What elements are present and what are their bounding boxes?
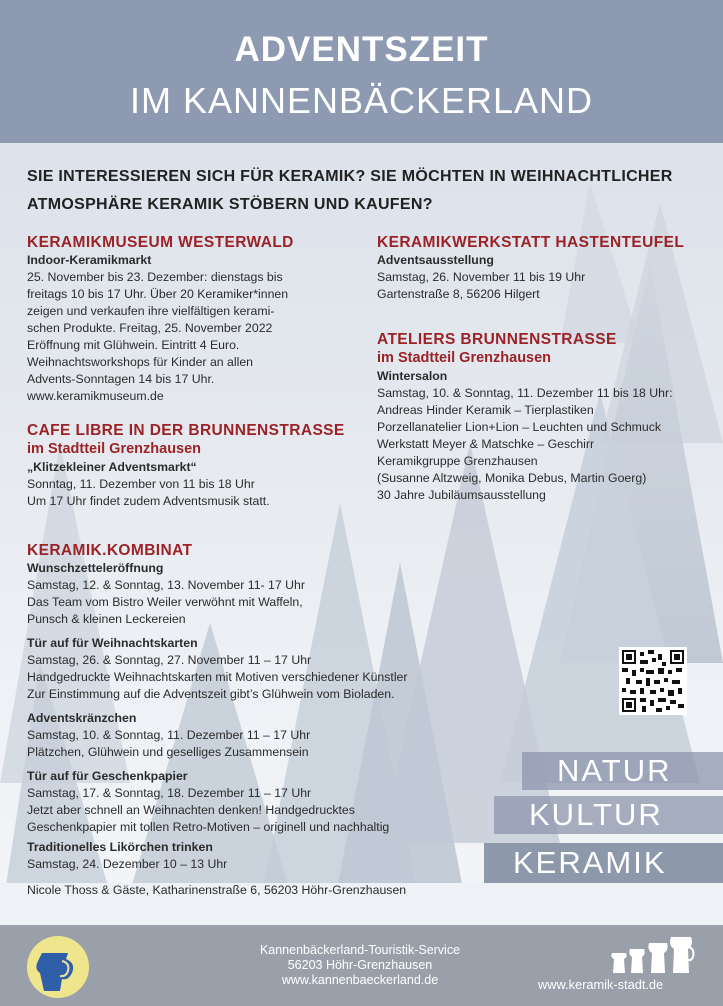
intro-line-2: ATMOSPHÄRE KERAMIK STÖBERN UND KAUFEN? — [27, 196, 433, 213]
event-line: Plätzchen, Glühwein und geselliges Zusammensein — [27, 745, 309, 759]
section-line: schen Produkte. Freitag, 25. November 2022 — [27, 321, 273, 335]
website-link[interactable]: www.keramikmuseum.de — [27, 389, 164, 403]
content-area — [0, 143, 723, 925]
event-line: Samstag, 12. & Sonntag, 13. November 11- 17 Uhr — [27, 578, 305, 592]
section-line: Weihnachtsworkshops für Kinder an allen — [27, 355, 254, 369]
section-line: 25. November bis 23. Dezember: dienstags bis — [27, 270, 283, 284]
event-line: Samstag, 17. & Sonntag, 18. Dezember 11 – 17 Uhr — [27, 786, 312, 800]
section-line: Werkstatt Meyer & Matschke – Geschirr — [377, 437, 595, 451]
event-line: Geschenkpapier mit tollen Retro-Motiven – originell und nachhaltig — [27, 820, 390, 834]
event-title: Tür auf für Geschenkpapier — [27, 769, 188, 783]
event-line: Punsch & kleinen Leckereien — [27, 612, 186, 626]
footer-city: 56203 Höhr-Grenzhausen — [287, 958, 433, 972]
footer — [0, 925, 723, 1006]
event-title: Tür auf für Weihnachtskarten — [27, 636, 198, 650]
section-line: Um 17 Uhr findet zudem Adventsmusik statt. — [27, 494, 270, 508]
header-banner — [0, 0, 723, 143]
kombinat-address: Nicole Thoss & Gäste, Katharinenstraße 6, 56203 Höhr-Grenzhausen — [27, 883, 407, 897]
section-ateliers-brunnenstrasse — [377, 330, 717, 504]
section-line: Andreas Hinder Keramik – Tierplastiken — [377, 403, 594, 417]
section-subtitle: Wintersalon — [377, 369, 448, 383]
section-heading: CAFE LIBRE IN DER BRUNNENSTRASSE — [27, 422, 345, 439]
section-line: zeigen und verkaufen ihre vielfältigen kerami- — [27, 304, 275, 318]
section-subtitle: Adventsausstellung — [377, 253, 494, 267]
section-line: Porzellanatelier Lion+Lion – Leuchten und Schmuck — [377, 420, 662, 434]
event-line: Samstag, 26. & Sonntag, 27. November 11 – 17 Uhr — [27, 653, 312, 667]
qr-code-icon — [622, 650, 684, 712]
section-line: 30 Jahre Jubiläumsausstellung — [377, 488, 546, 502]
jugs-icon — [609, 937, 695, 973]
section-line: Samstag, 10. & Sonntag, 11. Dezember 11 bis 18 Uhr: — [377, 386, 673, 400]
section-subtitle: „Klitzekleiner Adventsmarkt“ — [27, 460, 197, 474]
qr-code[interactable] — [619, 647, 687, 715]
footer-website-left[interactable]: www.kannenbaeckerland.de — [281, 973, 439, 987]
section-subheading: im Stadtteil Grenzhausen — [377, 350, 552, 366]
intro-question — [27, 163, 707, 219]
section-cafe-libre — [27, 421, 372, 510]
event-line: Zur Einstimmung auf die Adventszeit gibt’s Glühwein vom Bioladen. — [27, 687, 395, 701]
footer-org: Kannenbäckerland-Touristik-Service — [259, 943, 461, 957]
section-line: Eröffnung mit Glühwein. Eintritt 4 Euro. — [27, 338, 240, 352]
event-line: Samstag, 10. & Sonntag, 11. Dezember 11 – 17 Uhr — [27, 728, 311, 742]
section-heading: KERAMIKWERKSTATT HASTENTEUFEL — [377, 234, 685, 251]
footer-website-right[interactable]: www.keramik-stadt.de — [538, 977, 664, 992]
event-line: Jetzt aber schnell an Weihnachten denken! Handgedrucktes — [27, 803, 355, 817]
section-subheading: im Stadtteil Grenzhausen — [27, 441, 202, 457]
section-heading: KERAMIK.KOMBINAT — [27, 542, 193, 559]
section-subtitle: Indoor-Keramikmarkt — [27, 253, 152, 267]
section-line: Samstag, 26. November 11 bis 19 Uhr — [377, 270, 586, 284]
slogan-kultur: KULTUR — [494, 796, 723, 834]
section-keramikwerkstatt — [377, 233, 717, 303]
footer-address — [230, 943, 490, 988]
intro-line-1: SIE INTERESSIEREN SICH FÜR KERAMIK? SIE MÖCHTEN IN WEIHNACHTLICHER — [27, 168, 673, 185]
event-line: Das Team vom Bistro Weiler verwöhnt mit Waffeln, — [27, 595, 303, 609]
event-title: Adventskränzchen — [27, 711, 137, 725]
section-line: Sonntag, 11. Dezember von 11 bis 18 Uhr — [27, 477, 255, 491]
event-title: Wunschzetteleröffnung — [27, 561, 164, 575]
section-line: Advents-Sonntagen 14 bis 17 Uhr. — [27, 372, 215, 386]
event-line: Handgedruckte Weihnachtskarten mit Motiven verschiedener Künstler — [27, 670, 408, 684]
event-title: Traditionelles Likörchen trinken — [27, 840, 213, 854]
section-line: freitags 10 bis 17 Uhr. Über 20 Keramiker*innen — [27, 287, 289, 301]
section-keramik-kombinat — [27, 541, 487, 899]
section-keramikmuseum — [27, 233, 357, 405]
slogan-natur: NATUR — [522, 752, 723, 790]
section-heading: KERAMIKMUSEUM WESTERWALD — [27, 234, 294, 251]
slogan-keramik: KERAMIK — [484, 843, 723, 883]
event-line: Samstag, 24. Dezember 10 – 13 Uhr — [27, 857, 228, 871]
section-heading: ATELIERS BRUNNENSTRASSE — [377, 331, 617, 348]
section-line: Gartenstraße 8, 56206 Hilgert — [377, 287, 540, 301]
section-line: Keramikgruppe Grenzhausen — [377, 454, 538, 468]
section-line: (Susanne Altzweig, Monika Debus, Martin Goerg) — [377, 471, 647, 485]
kannenbaeckerland-logo — [12, 931, 104, 1001]
page-title: ADVENTSZEIT — [234, 30, 489, 69]
page-subtitle: IM KANNENBÄCKERLAND — [129, 80, 594, 121]
